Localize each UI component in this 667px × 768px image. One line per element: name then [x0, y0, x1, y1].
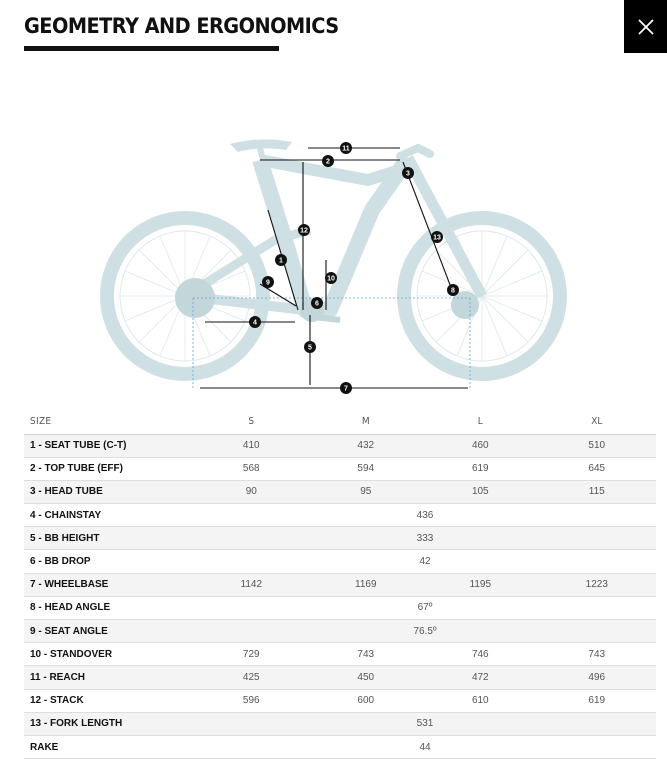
row-value-xl: 510: [538, 434, 656, 457]
table-row: [24, 735, 656, 758]
marker-3: [402, 167, 414, 179]
row-value-l: 472: [423, 666, 538, 689]
table-row: [24, 573, 656, 596]
bike-illustration: [107, 139, 560, 374]
title-underline: [24, 46, 279, 51]
table-row: [24, 550, 656, 573]
page-title: GEOMETRY AND ERGONOMICS: [24, 14, 339, 38]
row-label: 1 - SEAT TUBE (C-T): [24, 434, 194, 457]
table-row: [24, 504, 656, 527]
row-label: 7 - WHEELBASE: [24, 573, 194, 596]
row-value-s: 410: [194, 434, 309, 457]
table-row: [24, 527, 656, 550]
marker-13: [431, 231, 443, 243]
row-value-s: 1142: [194, 573, 309, 596]
svg-text:10: 10: [327, 275, 335, 283]
svg-text:2: 2: [326, 158, 330, 166]
close-icon: [638, 19, 654, 35]
row-label: 2 - TOP TUBE (EFF): [24, 457, 194, 480]
svg-text:8: 8: [451, 287, 455, 295]
table-row: [24, 434, 656, 457]
row-label: RAKE: [24, 735, 194, 758]
svg-text:9: 9: [266, 279, 270, 287]
marker-6: [311, 297, 323, 309]
table-body: [24, 434, 656, 759]
marker-10: [325, 272, 337, 284]
row-label: 3 - HEAD TUBE: [24, 480, 194, 503]
row-value-xl: 1223: [538, 573, 656, 596]
column-header-xl: XL: [538, 410, 656, 434]
svg-text:11: 11: [342, 145, 350, 153]
row-value-xl: 115: [538, 480, 656, 503]
svg-text:6: 6: [315, 300, 319, 308]
table-row: [24, 689, 656, 712]
row-label: 11 - REACH: [24, 666, 194, 689]
row-label: 10 - STANDOVER: [24, 643, 194, 666]
row-value-m: 594: [309, 457, 424, 480]
row-shared-value: 436: [194, 504, 656, 527]
row-value-s: 729: [194, 643, 309, 666]
row-value-s: 568: [194, 457, 309, 480]
row-label: 8 - HEAD ANGLE: [24, 596, 194, 619]
row-label: 4 - CHAINSTAY: [24, 504, 194, 527]
row-label: 12 - STACK: [24, 689, 194, 712]
row-value-xl: 619: [538, 689, 656, 712]
marker-1: [275, 254, 287, 266]
table-row: [24, 480, 656, 503]
column-header-m: M: [309, 410, 424, 434]
marker-5: [304, 341, 316, 353]
marker-4: [249, 316, 261, 328]
svg-text:1: 1: [279, 257, 283, 265]
column-header-l: L: [423, 410, 538, 434]
row-value-xl: 496: [538, 666, 656, 689]
table-row: [24, 643, 656, 666]
row-value-xl: 645: [538, 457, 656, 480]
svg-text:5: 5: [308, 344, 312, 352]
row-value-l: 746: [423, 643, 538, 666]
row-value-m: 95: [309, 480, 424, 503]
row-value-l: 1195: [423, 573, 538, 596]
table-header-row: [24, 410, 656, 434]
svg-text:4: 4: [253, 319, 257, 327]
row-shared-value: 76.5º: [194, 620, 656, 643]
svg-text:7: 7: [344, 385, 348, 393]
row-label: 13 - FORK LENGTH: [24, 712, 194, 735]
row-value-s: 90: [194, 480, 309, 503]
column-header-s: S: [194, 410, 309, 434]
row-value-s: 425: [194, 666, 309, 689]
row-shared-value: 67º: [194, 596, 656, 619]
marker-7: [340, 382, 352, 394]
marker-8: [447, 284, 459, 296]
marker-9: [262, 276, 274, 288]
row-value-l: 610: [423, 689, 538, 712]
bike-geometry-diagram: [100, 100, 580, 410]
row-value-s: 596: [194, 689, 309, 712]
row-value-m: 432: [309, 434, 424, 457]
row-value-m: 450: [309, 666, 424, 689]
row-shared-value: 531: [194, 712, 656, 735]
row-value-l: 105: [423, 480, 538, 503]
row-value-m: 600: [309, 689, 424, 712]
row-value-m: 1169: [309, 573, 424, 596]
table-row: [24, 596, 656, 619]
table-row: [24, 712, 656, 735]
table-row: [24, 457, 656, 480]
column-header-size: SIZE: [24, 410, 194, 434]
row-value-xl: 743: [538, 643, 656, 666]
row-value-l: 460: [423, 434, 538, 457]
geometry-table: [24, 410, 656, 759]
svg-text:13: 13: [433, 234, 441, 242]
row-label: 9 - SEAT ANGLE: [24, 620, 194, 643]
row-value-l: 619: [423, 457, 538, 480]
row-shared-value: 333: [194, 527, 656, 550]
marker-12: [298, 224, 310, 236]
svg-text:3: 3: [406, 170, 410, 178]
row-shared-value: 44: [194, 735, 656, 758]
row-shared-value: 42: [194, 550, 656, 573]
table-row: [24, 666, 656, 689]
table-row: [24, 620, 656, 643]
close-button[interactable]: [624, 0, 667, 53]
svg-text:12: 12: [300, 227, 308, 235]
row-label: 5 - BB HEIGHT: [24, 527, 194, 550]
row-label: 6 - BB DROP: [24, 550, 194, 573]
row-value-m: 743: [309, 643, 424, 666]
marker-2: [322, 155, 334, 167]
marker-11: [340, 142, 352, 154]
